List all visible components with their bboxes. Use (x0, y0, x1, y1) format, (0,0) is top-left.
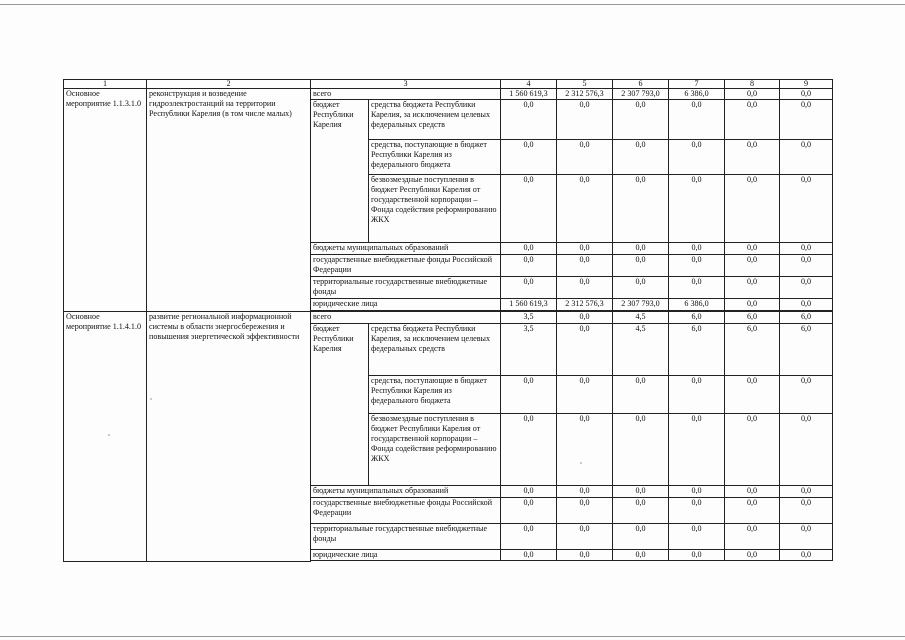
value-cell: 0,0 (501, 550, 557, 561)
value-cell: 0,0 (669, 277, 725, 299)
value-cell: 0,0 (557, 550, 613, 561)
value-cell: 0,0 (613, 376, 669, 414)
value-cell: 0,0 (669, 486, 725, 498)
value-cell: 6,0 (780, 312, 833, 324)
value-cell: 0,0 (780, 486, 833, 498)
table-row (64, 89, 833, 100)
value-cell: 0,0 (557, 486, 613, 498)
header-cell: 5 (557, 80, 613, 89)
activity-name: реконструкция и возведение гидроэлектростанций на территории Республики Карелия (в том числе малых) (147, 89, 311, 312)
source-label: бюджеты муниципальных образований (311, 486, 501, 498)
source-label: всего (311, 312, 501, 324)
value-cell: 0,0 (669, 550, 725, 561)
spacer-cell (311, 561, 833, 562)
source-label: средства бюджета Республики Карелия, за исключением целевых федеральных средств (369, 100, 501, 140)
value-cell: 0,0 (780, 243, 833, 255)
value-cell: 0,0 (613, 498, 669, 524)
value-cell: 0,0 (501, 243, 557, 255)
value-cell: 0,0 (780, 255, 833, 277)
header-cell: 9 (780, 80, 833, 89)
value-cell: 1 560 619,3 (501, 89, 557, 100)
value-cell: 0,0 (725, 255, 780, 277)
value-cell: 0,0 (613, 524, 669, 550)
source-label: безвозмездные поступления в бюджет Республики Карелия от государственной корпорации – Фонда содействия реформированию ЖКХ (369, 175, 501, 243)
scan-edge-bottom (0, 636, 905, 637)
activity-code: Основное мероприятие 1.1.3.1.0 (64, 89, 147, 312)
table-row (64, 312, 833, 324)
value-cell: 0,0 (780, 299, 833, 311)
value-cell: 2 312 576,3 (557, 89, 613, 100)
value-cell: 0,0 (669, 376, 725, 414)
value-cell: 0,0 (669, 524, 725, 550)
funding-table (63, 79, 833, 562)
value-cell: 0,0 (501, 277, 557, 299)
value-cell: 0,0 (669, 243, 725, 255)
value-cell: 0,0 (557, 324, 613, 376)
value-cell: 0,0 (557, 498, 613, 524)
value-cell: 2 307 793,0 (613, 299, 669, 311)
source-label: средства бюджета Республики Карелия, за исключением целевых федеральных средств (369, 324, 501, 376)
value-cell: 6,0 (669, 312, 725, 324)
value-cell: 0,0 (613, 140, 669, 175)
value-cell: 6,0 (725, 324, 780, 376)
value-cell: 0,0 (780, 524, 833, 550)
source-label: государственные внебюджетные фонды Российской Федерации (311, 255, 501, 277)
source-label: территориальные государственные внебюджетные фонды (311, 277, 501, 299)
value-cell: 0,0 (613, 175, 669, 243)
value-cell: 0,0 (613, 243, 669, 255)
value-cell: 0,0 (613, 277, 669, 299)
header-cell: 7 (669, 80, 725, 89)
source-label: средства, поступающие в бюджет Республики Карелия из федерального бюджета (369, 376, 501, 414)
source-label: юридические лица (311, 550, 501, 561)
value-cell: 0,0 (613, 100, 669, 140)
value-cell: 0,0 (557, 243, 613, 255)
value-cell: 0,0 (501, 255, 557, 277)
header-cell: 4 (501, 80, 557, 89)
value-cell: 0,0 (725, 486, 780, 498)
value-cell: 0,0 (557, 524, 613, 550)
header-cell: 1 (64, 80, 147, 89)
value-cell: 0,0 (501, 100, 557, 140)
value-cell: 1 560 619,3 (501, 299, 557, 311)
source-label: безвозмездные поступления в бюджет Республики Карелия от государственной корпорации – Фонда содействия реформированию ЖКХ (369, 414, 501, 486)
header-row (64, 80, 833, 89)
value-cell: 0,0 (501, 498, 557, 524)
activity-code: Основное мероприятие 1.1.4.1.0 (64, 312, 147, 562)
value-cell: 0,0 (669, 100, 725, 140)
value-cell: 6,0 (669, 324, 725, 376)
budget-label: бюджет Республики Карелия (311, 100, 369, 243)
value-cell: 6,0 (725, 312, 780, 324)
value-cell: 0,0 (780, 100, 833, 140)
header-cell: 2 (147, 80, 311, 89)
value-cell: 2 312 576,3 (557, 299, 613, 311)
value-cell: 0,0 (669, 414, 725, 486)
value-cell: 0,0 (557, 255, 613, 277)
source-label: всего (311, 89, 501, 100)
source-label: государственные внебюджетные фонды Российской Федерации (311, 498, 501, 524)
value-cell: 0,0 (557, 277, 613, 299)
value-cell: 2 307 793,0 (613, 89, 669, 100)
value-cell: 4,5 (613, 312, 669, 324)
value-cell: 0,0 (780, 89, 833, 100)
value-cell: 0,0 (669, 140, 725, 175)
source-label: территориальные государственные внебюджетные фонды (311, 524, 501, 550)
value-cell: 0,0 (501, 414, 557, 486)
value-cell: 0,0 (557, 376, 613, 414)
value-cell: 4,5 (613, 324, 669, 376)
source-label: средства, поступающие в бюджет Республики Карелия из федерального бюджета (369, 140, 501, 175)
value-cell: 0,0 (501, 376, 557, 414)
activity-name: развитие региональной информационной системы в области энергосбережения и повышения энергетической эффективности (147, 312, 311, 562)
value-cell: 0,0 (557, 414, 613, 486)
value-cell: 0,0 (501, 486, 557, 498)
value-cell: 0,0 (557, 175, 613, 243)
source-label: юридические лица (311, 299, 501, 311)
value-cell: 0,0 (613, 255, 669, 277)
value-cell: 0,0 (725, 89, 780, 100)
value-cell: 0,0 (780, 414, 833, 486)
value-cell: 6 386,0 (669, 299, 725, 311)
value-cell: 0,0 (725, 175, 780, 243)
value-cell: 0,0 (725, 524, 780, 550)
value-cell: 6,0 (780, 324, 833, 376)
value-cell: 0,0 (613, 550, 669, 561)
value-cell: 0,0 (725, 100, 780, 140)
value-cell: 3,5 (501, 312, 557, 324)
value-cell: 0,0 (780, 140, 833, 175)
value-cell: 0,0 (780, 550, 833, 561)
value-cell: 3,5 (501, 324, 557, 376)
value-cell: 0,0 (501, 175, 557, 243)
value-cell: 0,0 (725, 140, 780, 175)
value-cell: 0,0 (725, 550, 780, 561)
value-cell: 0,0 (501, 524, 557, 550)
value-cell: 0,0 (725, 376, 780, 414)
value-cell: 0,0 (669, 175, 725, 243)
budget-label: бюджет Республики Карелия (311, 324, 369, 486)
header-cell: 6 (613, 80, 669, 89)
value-cell: 0,0 (613, 486, 669, 498)
value-cell: 0,0 (725, 243, 780, 255)
value-cell: 6 386,0 (669, 89, 725, 100)
value-cell: 0,0 (725, 498, 780, 524)
scan-edge-top (0, 4, 905, 5)
value-cell: 0,0 (557, 140, 613, 175)
value-cell: 0,0 (725, 277, 780, 299)
value-cell: 0,0 (780, 175, 833, 243)
value-cell: 0,0 (669, 255, 725, 277)
value-cell: 0,0 (613, 414, 669, 486)
value-cell: 0,0 (669, 498, 725, 524)
value-cell: 0,0 (557, 312, 613, 324)
value-cell: 0,0 (725, 414, 780, 486)
value-cell: 0,0 (780, 277, 833, 299)
value-cell: 0,0 (780, 376, 833, 414)
source-label: бюджеты муниципальных образований (311, 243, 501, 255)
value-cell: 0,0 (725, 299, 780, 311)
value-cell: 0,0 (501, 140, 557, 175)
value-cell: 0,0 (780, 498, 833, 524)
header-cell: 8 (725, 80, 780, 89)
value-cell: 0,0 (557, 100, 613, 140)
header-cell: 3 (311, 80, 501, 89)
